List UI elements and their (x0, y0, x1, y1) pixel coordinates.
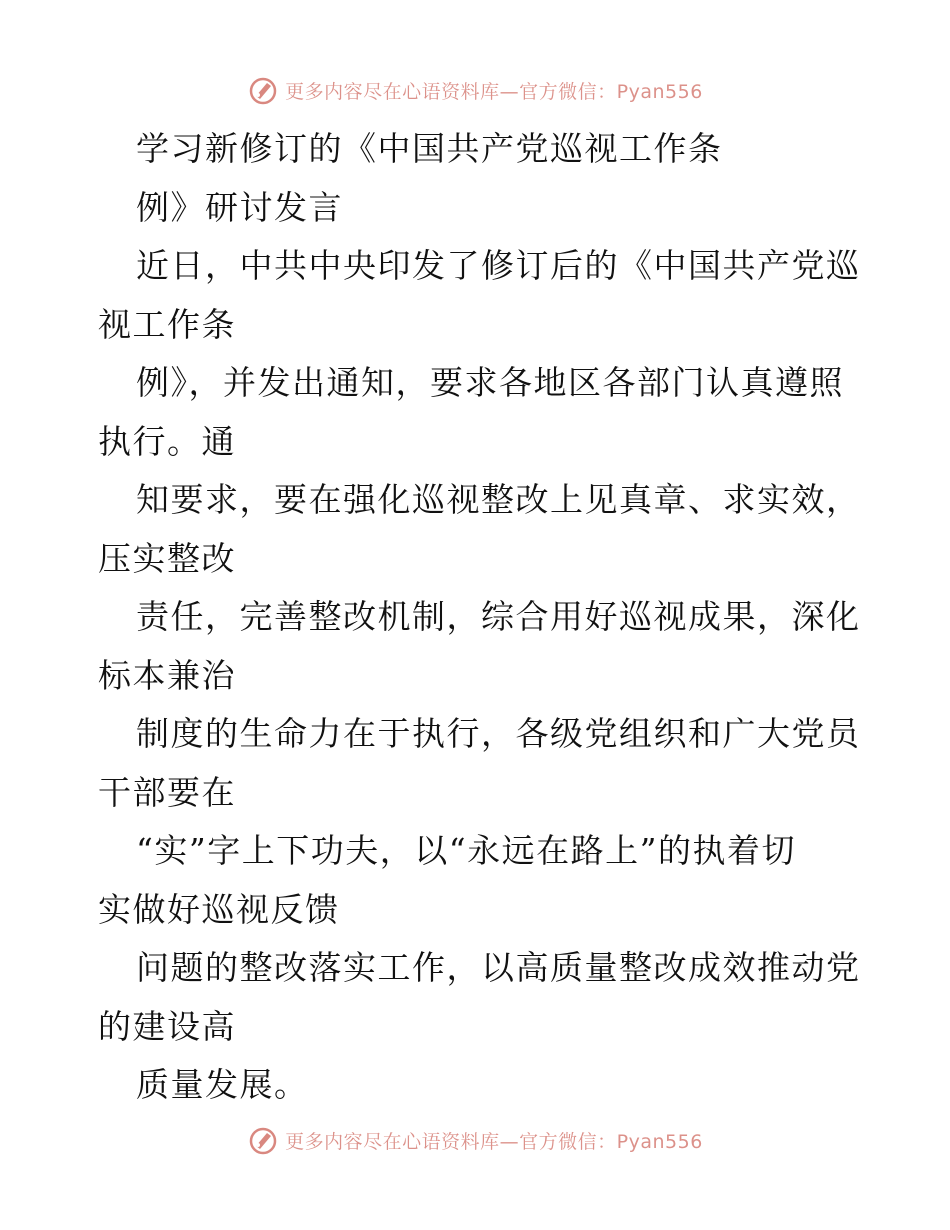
paragraph-line: 知要求，要在强化巡视整改上见真章、求实效， (136, 480, 861, 519)
paragraph-line: 责任，完善整改机制，综合用好巡视成果，深化 (136, 597, 861, 636)
paragraph-line: 近日，中共中央印发了修订后的《中国共产党巡 (136, 246, 861, 285)
paragraph-line: 质量发展。 (136, 1065, 309, 1104)
pen-circle-logo-icon (247, 74, 279, 106)
paragraph-line: 标本兼治 (98, 655, 236, 695)
document-title-line-1: 学习新修订的《中国共产党巡视工作条 (136, 129, 723, 168)
paragraph-line: 实做好巡视反馈 (98, 889, 340, 929)
paragraph-line: 干部要在 (98, 772, 236, 812)
header-watermark-banner (0, 70, 950, 110)
document-body (98, 120, 861, 1115)
paragraph-line: 视工作条 (98, 304, 236, 344)
footer-watermark-banner (0, 1120, 950, 1160)
paragraph-line: 制度的生命力在于执行，各级党组织和广大党员 (136, 714, 861, 753)
document-title-line-2: 例》研讨发言 (136, 187, 343, 227)
pen-circle-logo-icon (247, 1124, 279, 1156)
footer-watermark-text: 更多内容尽在心语资料库—官方微信：Pyan556 (285, 1130, 703, 1153)
paragraph-line: 问题的整改落实工作，以高质量整改成效推动党 (136, 948, 861, 987)
paragraph-line: 执行。通 (98, 421, 236, 461)
paragraph-line: “实”字上下功夫，以“永远在路上”的执着切 (136, 831, 796, 870)
paragraph-line: 例》，并发出通知，要求各地区各部门认真遵照 (136, 363, 844, 402)
paragraph-line: 的建设高 (98, 1006, 236, 1046)
header-watermark-text: 更多内容尽在心语资料库—官方微信：Pyan556 (285, 80, 703, 103)
paragraph-line: 压实整改 (98, 538, 236, 578)
